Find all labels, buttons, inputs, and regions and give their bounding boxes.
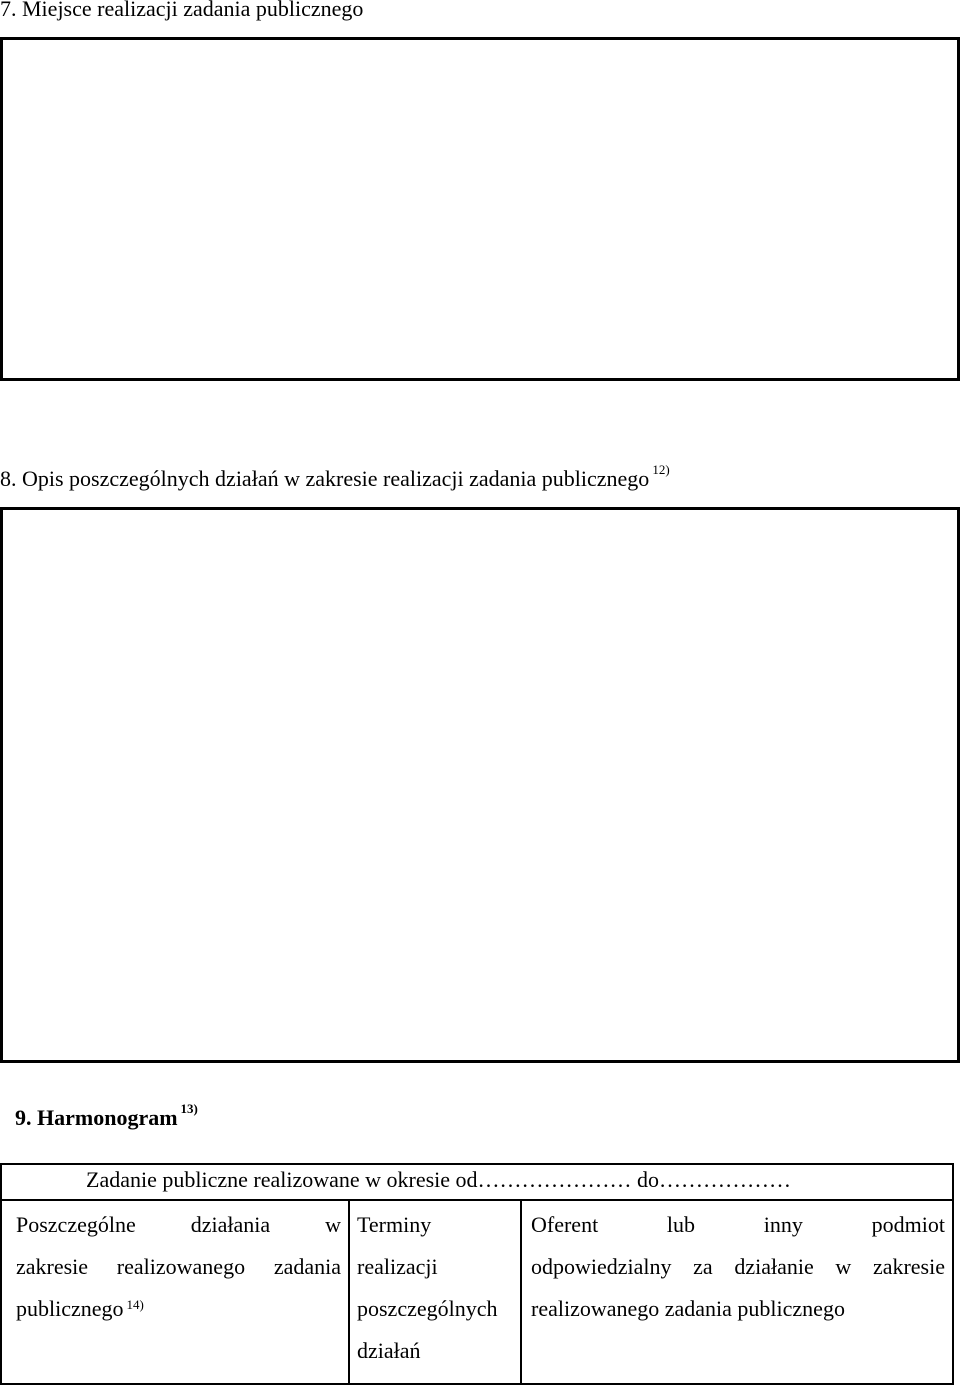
footnote-13: 13) xyxy=(180,1101,198,1116)
column-header-dates-line-1: Terminy xyxy=(357,1212,432,1237)
table-border-top xyxy=(0,1163,954,1165)
column-header-responsible xyxy=(531,1204,945,1330)
table-border-left xyxy=(0,1163,2,1385)
column-header-activities xyxy=(16,1204,341,1330)
footnote-14: 14) xyxy=(126,1297,144,1312)
column-header-responsible-line-2: odpowiedzialny za działanie w zakresie xyxy=(531,1254,945,1279)
column-header-activities-line-2: zakresie realizowanego zadania xyxy=(16,1254,341,1279)
section-8-title: 8. Opis poszczególnych działań w zakresie realizacji zadania publicznego $^{12)}$ xyxy=(0,462,670,491)
section-8-field[interactable] xyxy=(0,507,960,1063)
schedule-period: Zadanie publiczne realizowane w okresie od………………… do……………… xyxy=(86,1167,792,1192)
footnote-12: 12) xyxy=(652,462,670,477)
column-header-dates-line-3: poszczególnych xyxy=(357,1296,498,1321)
column-header-dates-line-2: realizacji xyxy=(357,1254,438,1279)
column-header-responsible-line-3: realizowanego zadania publicznego xyxy=(531,1296,845,1321)
column-header-responsible-line-1: Oferent lub inny podmiot xyxy=(531,1212,945,1237)
section-7-title: 7. Miejsce realizacji zadania publicznego xyxy=(0,0,364,21)
table-col-separator-2 xyxy=(520,1199,522,1385)
section-7-field[interactable] xyxy=(0,37,960,381)
column-header-activities-line-3: publicznego $^{14)}$ xyxy=(16,1296,144,1321)
table-col-separator-1 xyxy=(348,1199,350,1385)
table-border-right xyxy=(952,1163,954,1385)
section-9-title: 9. Harmonogram $^{13)}$ xyxy=(15,1101,198,1130)
column-header-dates-line-4: działań xyxy=(357,1338,421,1363)
column-header-activities-line-1: Poszczególne działania w xyxy=(16,1212,341,1237)
column-header-dates xyxy=(357,1204,517,1372)
table-row-separator xyxy=(0,1199,954,1201)
